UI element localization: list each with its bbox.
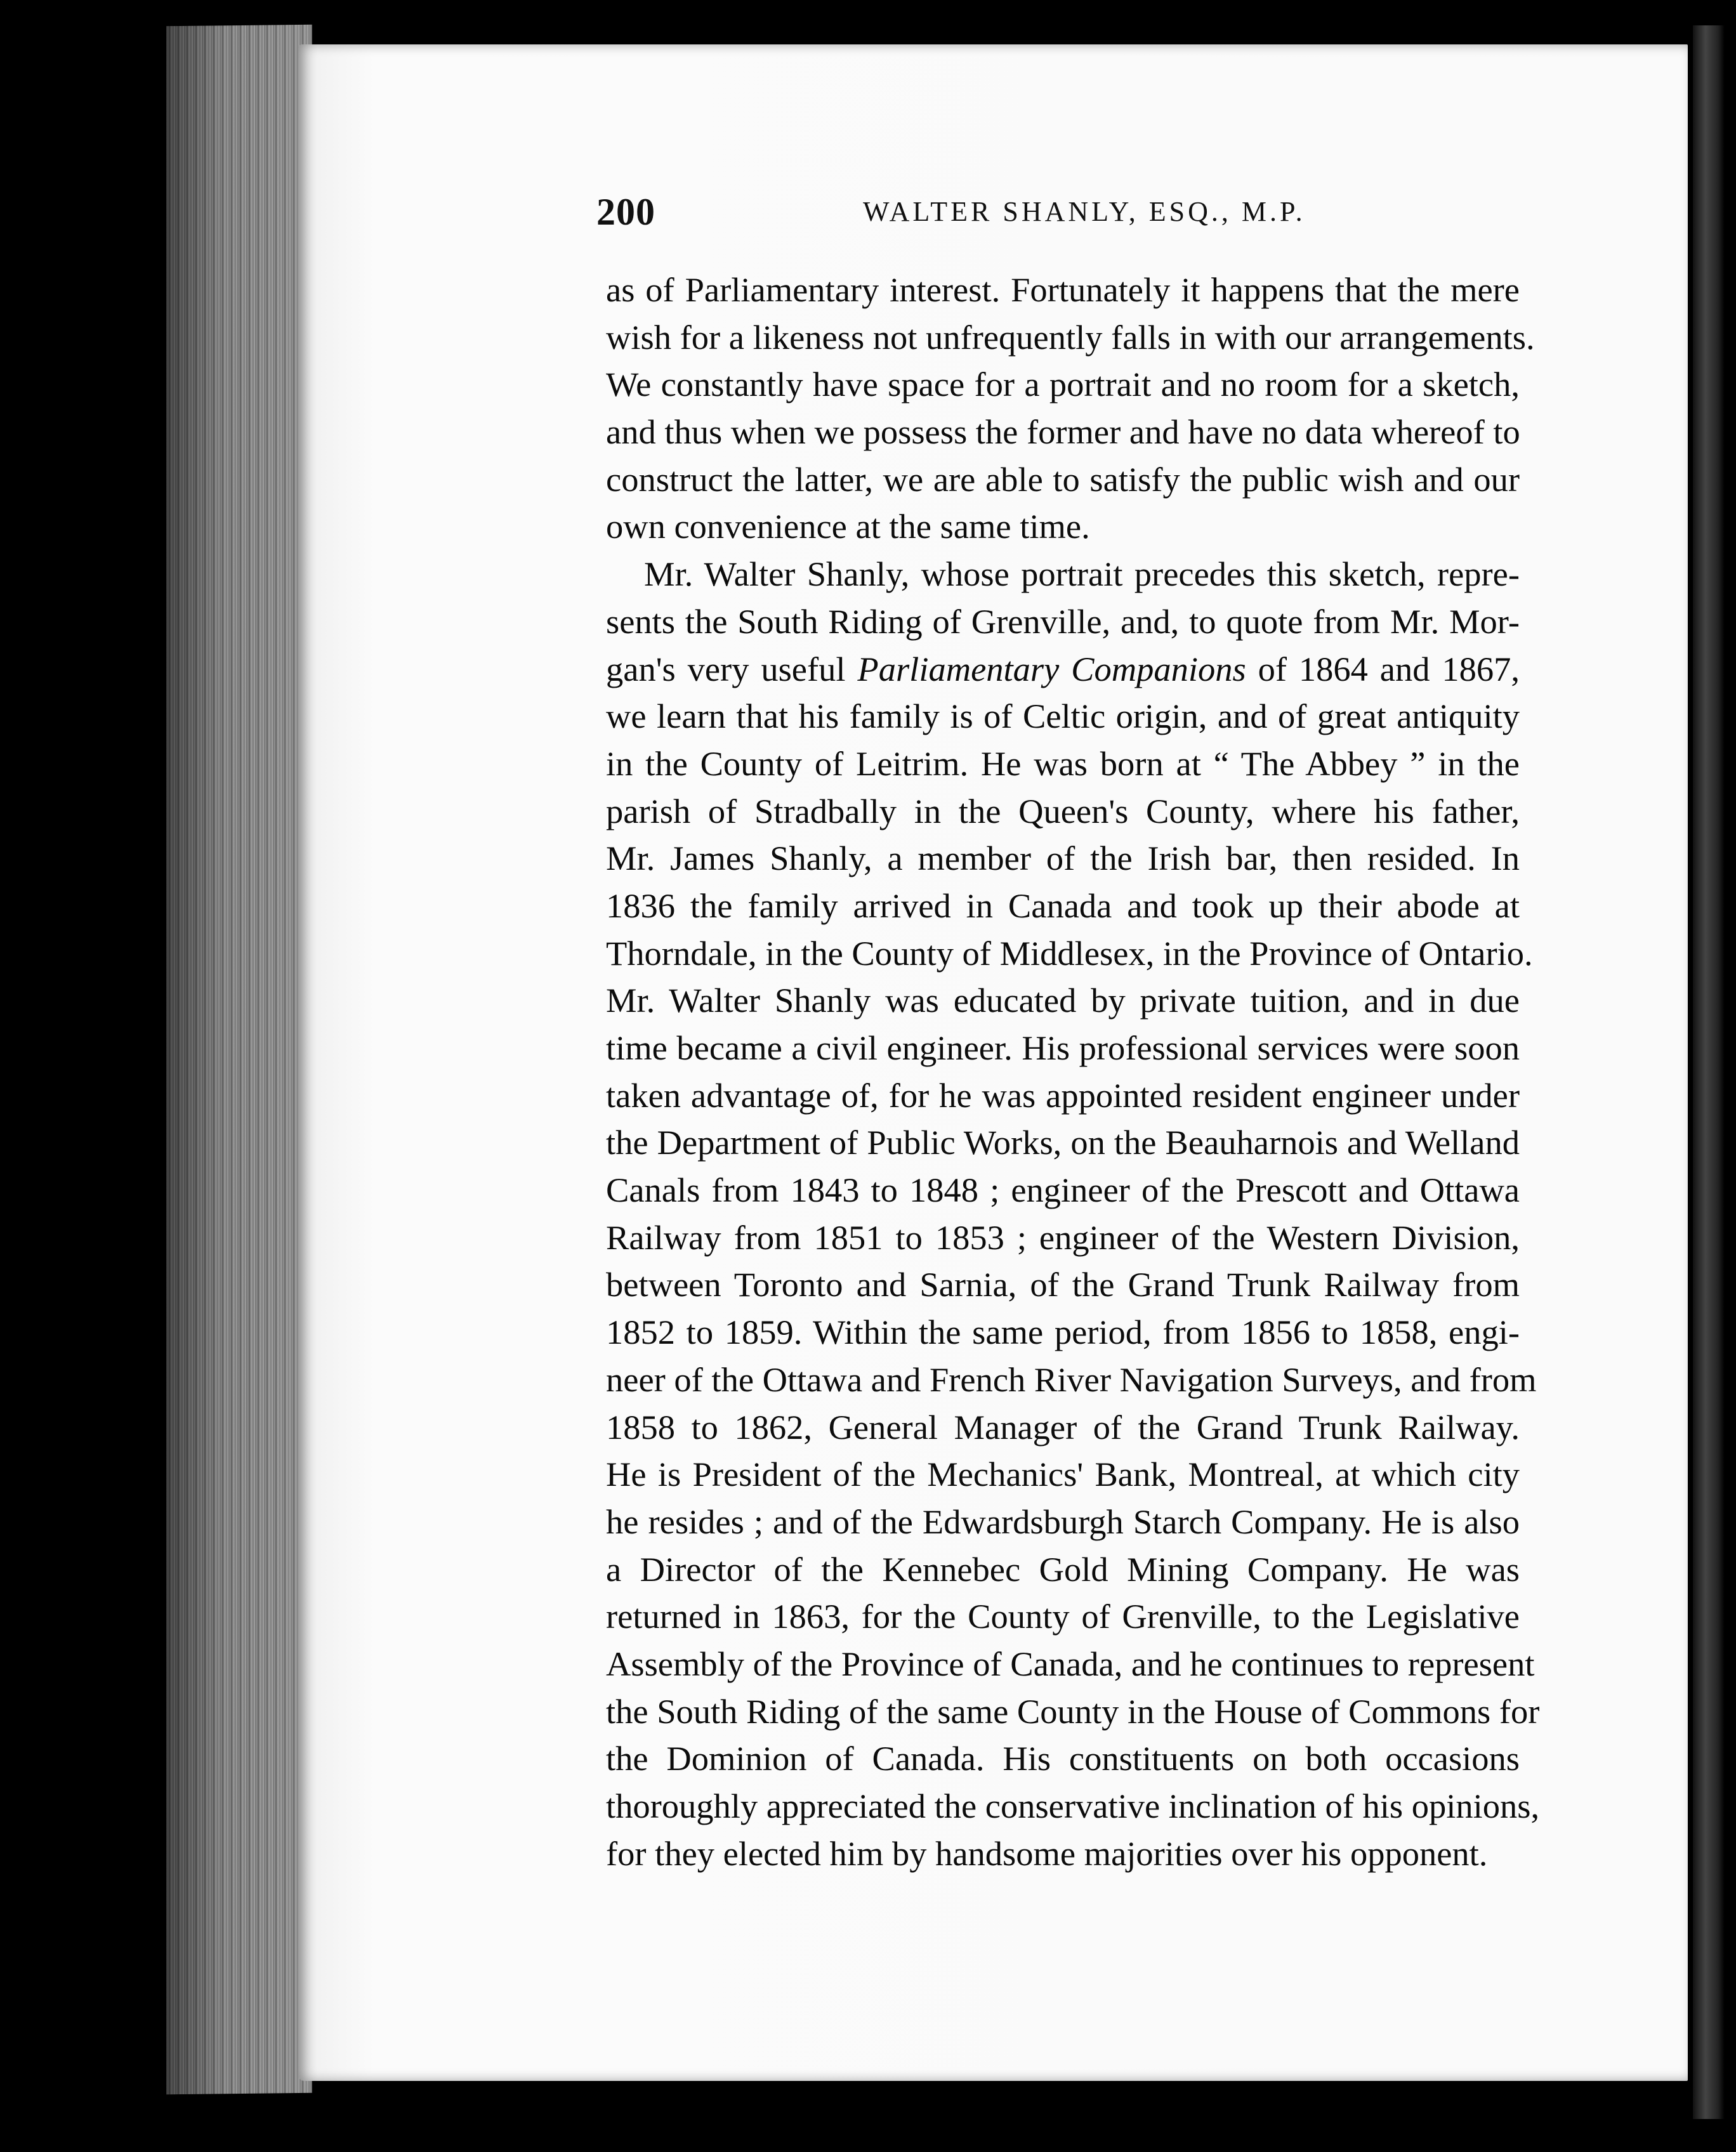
next-page-edge [1693,25,1725,2119]
text-line: Mr. Walter Shanly, whose portrait precedes this sketch, repre- [644,554,1520,594]
text-line: He is President of the Mechanics' Bank, Montreal, at which city [606,1455,1520,1494]
text-line: returned in 1863, for the County of Grenville, to the Legislative [606,1597,1520,1636]
text-line: Canals from 1843 to 1848 ; engineer of the Prescott and Ottawa [606,1171,1520,1210]
text-line: own convenience at the same time. [606,507,1090,546]
text-line: as of Parliamentary interest. Fortunately it happens that the mere [606,270,1520,309]
text-line: gan's very useful Parliamentary Companions of 1864 and 1867, [606,649,1520,688]
text-line: in the County of Leitrim. He was born at “ The Abbey ” in the [606,744,1520,783]
text-line: Mr. Walter Shanly was educated by private tuition, and in due [606,981,1520,1020]
text-line: sents the South Riding of Grenville, and, to quote from Mr. Mor- [606,601,1520,641]
text-line: 1852 to 1859. Within the same period, from 1856 to 1858, engi- [606,1313,1520,1352]
body-text [606,266,1540,1877]
text-line: Mr. James Shanly, a member of the Irish bar, then resided. In [606,839,1520,878]
text-line: and thus when we possess the former and have no data whereof to [606,412,1520,452]
text-line: for they elected him by handsome majorities over his opponent. [606,1834,1488,1873]
book-page-edges [166,25,312,2094]
text-line: the Department of Public Works, on the Beauharnois and Welland [606,1123,1520,1162]
text-line: we learn that his family is of Celtic origin, and of great antiquity [606,697,1520,736]
text-line: between Toronto and Sarnia, of the Grand Trunk Railway from [606,1265,1520,1304]
italic-title: Parliamentary Companions [857,649,1246,688]
text-line: thoroughly appreciated the conservative inclination of his opinions, [606,1787,1540,1825]
text-line: he resides ; and of the Edwardsburgh Starch Company. He is also [606,1502,1520,1541]
text-line: 1858 to 1862, General Manager of the Grand Trunk Railway. [606,1407,1520,1447]
text-line: neer of the Ottawa and French River Navigation Surveys, and from [606,1360,1537,1399]
text-line: Railway from 1851 to 1853 ; engineer of the Western Division, [606,1217,1520,1257]
text-line: 1836 the family arrived in Canada and took up their abode at [606,886,1520,925]
page-number: 200 [596,191,655,233]
page-header [596,190,1567,241]
text-line: construct the latter, we are able to satisfy the public wish and our [606,459,1520,499]
text-line: wish for a likeness not unfrequently falls in with our arrangements. [606,317,1535,357]
text-line: parish of Stradbally in the Queen's County, where his father, [606,791,1520,830]
running-head: WALTER SHANLY, ESQ., M.P. [863,196,1306,227]
text-line: the South Riding of the same County in the House of Commons for [606,1691,1540,1731]
text-line: taken advantage of, for he was appointed resident engineer under [606,1075,1520,1115]
text-line: We constantly have space for a portrait and no room for a sketch, [606,365,1520,404]
text-line: time became a civil engineer. His professional services were soon [606,1028,1520,1067]
text-line: Assembly of the Province of Canada, and he continues to represent [606,1644,1535,1683]
text-line: the Dominion of Canada. His constituents on both occasions [606,1739,1520,1778]
text-line: a Director of the Kennebec Gold Mining Company. He was [606,1549,1520,1589]
text-line: Thorndale, in the County of Middlesex, in the Province of Ontario. [606,933,1533,973]
